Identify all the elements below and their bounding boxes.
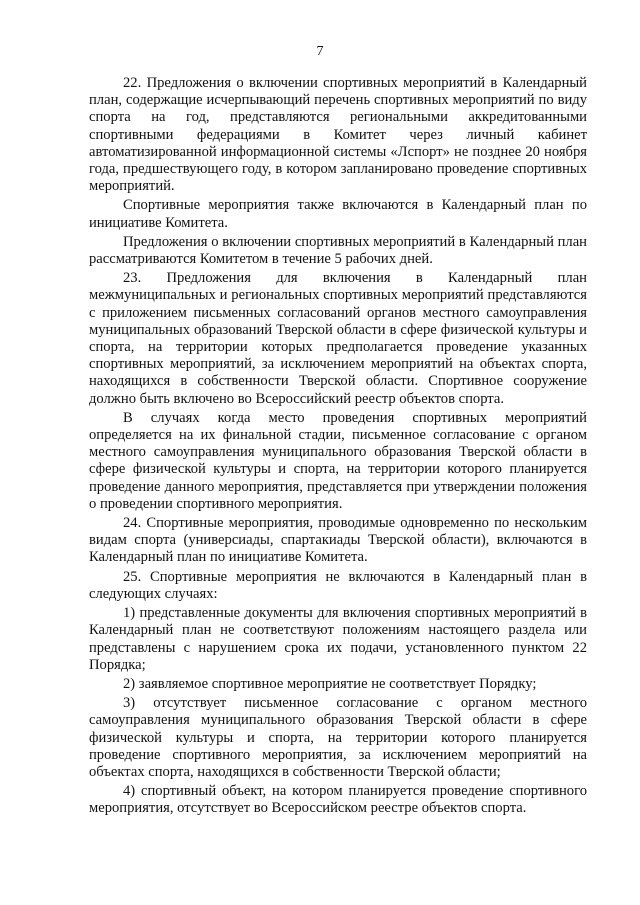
paragraph-final-stage: В случаях когда место проведения спортивных мероприятий определяется на их финальной стадии, письменное согласование с органом местного самоуправления муниципального образования Тверской области в сфере физической культуры и спорта, на территории которого планируется проведение данного мероприятия, представляется при утверждении положения о проведении спортивного мероприятия.: [89, 409, 587, 512]
list-item-3: 3) отсутствует письменное согласование с органом местного самоуправления муниципального образования Тверской области в сфере физической культуры и спорта, на территории которого планируется проведение спортивного мероприятия, за исключением мероприятий на объектах спорта, находящихся в собственности Тверской области;: [89, 695, 587, 780]
document-body: [89, 75, 587, 820]
paragraph-committee-initiative: Спортивные мероприятия также включаются в Календарный план по инициативе Комитета.: [89, 197, 587, 231]
page-number: 7: [316, 44, 324, 59]
paragraph-23: 23. Предложения для включения в Календарный план межмуниципальных и региональных спортивных мероприятий представляются с приложением письменных согласований органов местного самоуправления муниципальных образований Тверской области в сфере физической культуры и спорта, на территории которых предполагается проведение указанных спортивных мероприятий, за исключением мероприятий на объектах спорта, находящихся в собственности Тверской области. Спортивное сооружение должно быть включено во Всероссийский реестр объектов спорта.: [89, 270, 587, 407]
list-item-4: 4) спортивный объект, на котором планируется проведение спортивного мероприятия, отсутствует во Всероссийском реестре объектов спорта.: [89, 783, 587, 817]
paragraph-review-period: Предложения о включении спортивных мероприятий в Календарный план рассматриваются Комитетом в течение 5 рабочих дней.: [89, 233, 587, 268]
paragraph-24: 24. Спортивные мероприятия, проводимые одновременно по нескольким видам спорта (универсиады, спартакиады Тверской области), включаются в Календарный план по инициативе Комитета.: [89, 515, 587, 566]
paragraph-25: 25. Спортивные мероприятия не включаются в Календарный план в следующих случаях:: [89, 568, 587, 602]
list-item-2: 2) заявляемое спортивное мероприятие не соответствует Порядку;: [123, 675, 537, 692]
list-item-1: 1) представленные документы для включения спортивных мероприятий в Календарный план не соответствуют положениям настоящего раздела или представлены с нарушением срока их подачи, установленного пунктом 22 Порядка;: [89, 605, 587, 673]
paragraph-22: 22. Предложения о включении спортивных мероприятий в Календарный план, содержащие исчерпывающий перечень спортивных мероприятий по виду спорта на год, представляются региональными аккредитованными спортивными федерациями в Комитет через личный кабинет автоматизированной информационной системы «Лспорт» не позднее 20 ноября года, предшествующего году, в котором запланировано проведение спортивных мероприятий.: [89, 75, 587, 195]
